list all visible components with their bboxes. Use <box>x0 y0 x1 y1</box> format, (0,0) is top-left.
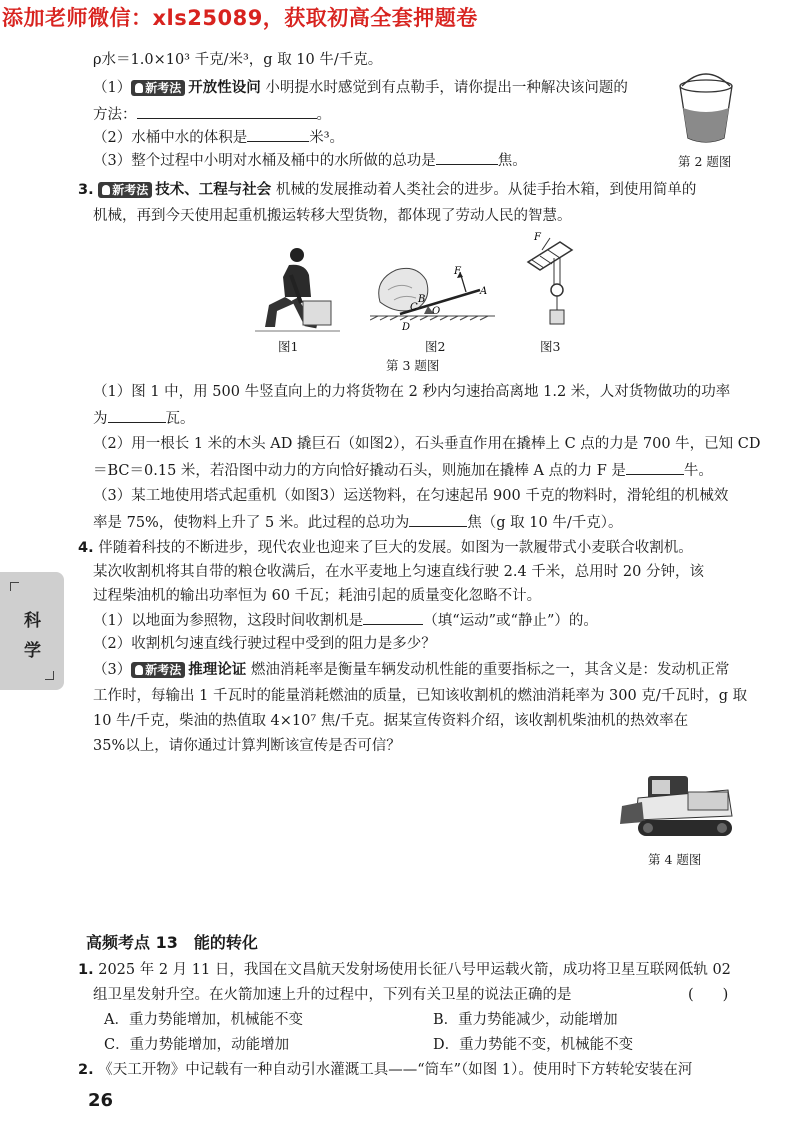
q2-part1-line2: 方法： 。 <box>93 104 331 125</box>
q3-fig1-label: 图1 <box>278 339 299 354</box>
bulb-icon <box>135 83 143 93</box>
q2-part2: （2）水桶中水的体积是 米³。 <box>93 127 344 148</box>
q4-part1: （1）以地面为参照物，这段时间收割机是 （填“运动”或“静止”）的。 <box>93 610 598 631</box>
q4-intro-line3: 过程柴油机的输出功率恒为 60 千瓦；耗油引起的质量变化忽略不计。 <box>93 588 542 604</box>
q4-fig-caption: 第 4 题图 <box>648 852 702 867</box>
label-O: O <box>432 306 441 317</box>
q3-part3: （3）某工地使用塔式起重机（如图3）运送物料，在匀速起吊 900 千克的物料时，滑轮组的机械效 <box>93 488 729 504</box>
bulb-icon <box>135 665 143 675</box>
promo-banner: 添加老师微信：xls25089，获取初高全套押题卷 <box>2 6 478 30</box>
q2-part3: （3）整个过程中小明对水桶及桶中的水所做的总功是 焦。 <box>93 150 527 171</box>
q4-part3: （3） 新考法 推理论证 燃油消耗率是衡量车辆发动机性能的重要指标之一，其含义是：发动机正常 <box>93 661 730 678</box>
bulb-icon <box>102 185 110 195</box>
q3-part3-line2: 率是 75%，使物料上升了 5 米。此过程的总功为 焦（g 取 10 牛/千克）。 <box>93 512 622 533</box>
label-C: C <box>410 302 418 313</box>
label-A: A <box>480 286 488 297</box>
answer-blank[interactable] <box>626 460 684 475</box>
side-tab-char: 学 <box>24 641 41 661</box>
new-method-tag: 新考法 <box>131 80 185 96</box>
option-a[interactable]: A．重力势能增加，机械能不变 <box>104 1012 303 1028</box>
q3-part1-line2: 为 瓦。 <box>93 408 195 429</box>
answer-blank[interactable] <box>247 127 309 142</box>
figure1-lifting-person <box>255 245 340 335</box>
s1-question: 1. 2025 年 2 月 11 日，我国在文昌航天发射场使用长征八号甲运载火箭，成功将卫星互联网低轨 02 <box>78 962 731 978</box>
answer-blank[interactable] <box>137 104 317 119</box>
q4-intro-line2: 某次收割机将其自带的粮仓收满后，在水平麦地上匀速直线行驶 2.4 千米，总用时 20 分钟，该 <box>93 564 704 580</box>
option-b[interactable]: B．重力势能减少，动能增加 <box>433 1012 618 1028</box>
answer-paren[interactable]: ( ) <box>688 987 729 1003</box>
q4-part3-line3: 10 牛/千克，柴油的热值取 4×10⁷ 焦/千克。据某宣传资料介绍，该收割机柴油机的热效率在 <box>93 713 689 729</box>
q3-part1: （1）图 1 中，用 500 牛竖直向上的力将货物在 2 秒内匀速抬高离地 1.2 米，人对货物做功的功率 <box>93 384 731 400</box>
q3-part2-line2: ＝BC＝0.15 米，若沿图中动力的方向恰好撬动石头，则施加在撬棒 A 点的力 F 是 牛。 <box>93 460 713 481</box>
answer-blank[interactable] <box>108 408 166 423</box>
bucket-figure <box>672 68 740 148</box>
q2-part1: （1） 新考法 开放性设问 小明提水时感觉到有点勒手，请你提出一种解决该问题的 <box>93 79 628 96</box>
label-F: F <box>534 232 541 243</box>
answer-blank[interactable] <box>363 610 423 625</box>
q2-fig-caption: 第 2 题图 <box>678 154 732 169</box>
s1-question-line2: 组卫星发射升空。在火箭加速上升的过程中，下列有关卫星的说法正确的是 <box>93 987 572 1003</box>
answer-blank[interactable] <box>436 150 498 165</box>
figure3-crane-pulley <box>520 228 580 334</box>
figure2-lever-rock <box>370 262 495 334</box>
label-D: D <box>402 322 411 333</box>
new-method-tag: 新考法 <box>98 182 152 198</box>
option-c[interactable]: C．重力势能增加，动能增加 <box>104 1037 290 1053</box>
q3-part2: （2）用一根长 1 米的木头 AD 撬巨石（如图2），石头垂直作用在撬棒上 C 点的力是 700 牛，已知 CD <box>93 436 761 452</box>
q4-part2: （2）收割机匀速直线行驶过程中受到的阻力是多少？ <box>93 636 436 652</box>
side-tab-char: 科 <box>24 611 41 631</box>
answer-blank[interactable] <box>409 512 467 527</box>
label-B: B <box>418 294 426 305</box>
q3-intro-line2: 机械，再到今天使用起重机搬运转移大型货物，都体现了劳动人民的智慧。 <box>93 208 572 224</box>
page-number: 26 <box>88 1090 114 1111</box>
option-d[interactable]: D．重力势能不变，机械能不变 <box>433 1037 634 1053</box>
section-title: 高频考点 13 能的转化 <box>86 933 258 952</box>
subject-side-tab <box>0 572 64 690</box>
q2-given: ρ水＝1.0×10³ 千克/米³，g 取 10 牛/千克。 <box>93 52 383 68</box>
new-method-tag: 新考法 <box>131 662 185 678</box>
q3-intro: 3. 新考法 技术、工程与社会 机械的发展推动着人类社会的进步。从徒手抬木箱，到使用简单的 <box>78 181 697 198</box>
q4-intro: 4. 伴随着科技的不断进步，现代农业也迎来了巨大的发展。如图为一款履带式小麦联合收割机。 <box>78 540 693 556</box>
q3-fig2-label: 图2 <box>425 339 446 354</box>
q3-fig3-label: 图3 <box>540 339 561 354</box>
q4-part3-line4: 35%以上，请你通过计算判断该宣传是否可信？ <box>93 738 401 754</box>
harvester-figure <box>618 768 738 844</box>
s2-question: 2. 《天工开物》中记载有一种自动引水灌溉工具——“筒车”（如图 1）。使用时下方转轮安装在河 <box>78 1062 693 1078</box>
label-F: F <box>454 266 461 277</box>
q3-fig-caption: 第 3 题图 <box>386 358 440 373</box>
q4-part3-line2: 工作时，每输出 1 千瓦时的能量消耗燃油的质量，已知该收割机的燃油消耗率为 300 克/千瓦时，g 取 <box>93 688 748 704</box>
